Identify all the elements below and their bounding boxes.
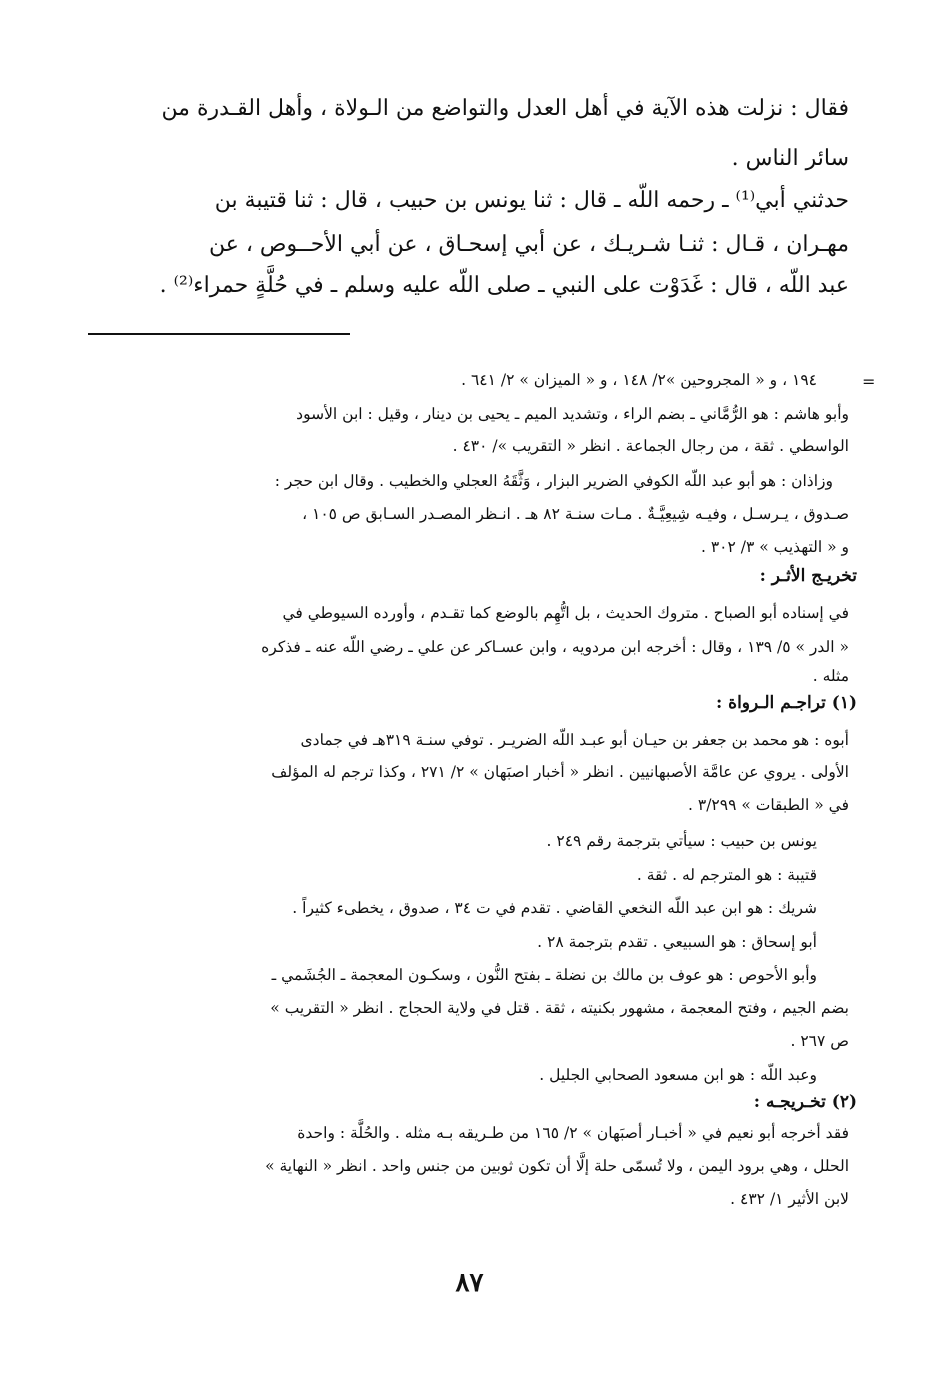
main-text-line-3: حدثني أبي⁽¹⁾ ـ رحمه اللّه ـ قال : ثنا يونس بن حبيب ، قال : ثنا قتيبة بن [214, 188, 849, 213]
footnote-line: أبوه : هو محمد بن جعفر بن حيـان أبو عبـد اللّه الضريـر . توفي سنـة ٣١٩هـ في جمادى [300, 731, 849, 749]
footnote-line: ص ٢٦٧ . [790, 1032, 849, 1050]
footnote-line: فقد أخرجه أبو نعيم في « أخبـار أصبَهان » ٢/ ١٦٥ من طـريقه بـه مثله . والحُلَّة : واحدة [297, 1124, 849, 1142]
footnote-line: وعبد اللّه : هو ابن مسعود الصحابي الجليل . [539, 1066, 817, 1084]
footnote-line: لابن الأثير ١/ ٤٣٢ . [730, 1190, 849, 1208]
footnote-line: الحلل ، وهي برود اليمن ، ولا تُسمّى حلة إلَّا أن تكون ثوبين من جنس واحد . انظر « النهاية » [265, 1157, 849, 1175]
footnote-line: يونس بن حبيب : سيأتي بترجمة رقم ٢٤٩ . [546, 832, 817, 850]
main-text-line-4: مهـران ، قـال : ثنـا شـريـك ، عن أبي إسحـاق ، عن أبي الأحــوص ، عن [208, 232, 849, 257]
footnote-line: أبو إسحاق : هو السبيعي . تقدم بترجمة ٢٨ . [537, 933, 817, 951]
main-text-line-1: فقال : نزلت هذه الآية في أهل العدل والتواضع من الـولاة ، وأهل القـدرة من [161, 96, 849, 121]
main-text-line-2: سائر الناس . [731, 146, 849, 171]
section-heading-tarajim: (١) تراجـم الـرواة : [715, 693, 857, 713]
footnote-line: الأولى . يروي عن عامَّة الأصبهانيين . انظر « أخبار اصبَهان » ٢/ ٢٧١ ، وكذا ترجم له المؤلف [271, 763, 849, 781]
footnote-line: وأبو الأحوص : هو عوف بن مالك بن نضلة ـ بفتح النُّون ، وسكـون المعجمة ـ الجُشَمي ـ [271, 966, 817, 984]
footnote-line: الواسطي . ثقة ، من رجال الجماعة . انظر « التقريب »/ ٤٣٠ . [452, 437, 849, 455]
footnote-line: مثله . [812, 667, 849, 685]
footnote-line: في إسناده أبو الصباح . متروك الحديث ، بل اتُّهِم بالوضع كما تقـدم ، وأورده السيوطي في [282, 604, 849, 622]
footnote-line: ١٩٤ ، و « المجروحين »٢/ ١٤٨ ، و « الميزان » ٢/ ٦٤١ . [461, 371, 817, 389]
footnote-line: بضم الجيم ، وفتح المعجمة ، مشهور بكنيته ، ثقة . قتل في ولاية الحجاج . انظر « التقريب » [270, 999, 849, 1017]
footnote-line: في « الطبقات » ٣/٢٩٩ . [688, 796, 849, 814]
footnote-line: « الدر » ٥/ ١٣٩ ، وقال : أخرجه ابن مردويه ، وابن عسـاكر عن علي ـ رضي اللّه عنه ـ فذكره [261, 638, 849, 656]
section-heading-takhrij: (٢) تخـريجـه : [753, 1092, 857, 1112]
footnote-line: و « التهذيب » ٣/ ٣٠٢ . [700, 538, 849, 556]
footnote-line: وأبو هاشم : هو الرُّمَّاني ـ بضم الراء ، وتشديد الميم ـ يحيى بن دينار ، وقيل : ابن الأسود [296, 405, 849, 423]
footnote-line: وزاذان : هو أبو عبد اللّه الكوفي الضرير البزار ، وَثَّقَهُ العجلي والخطيب . وقال ابن حجر : [274, 472, 833, 490]
footnote-line: صـدوق ، يـرسـل ، وفيـه شِيعِيَّـةٌ . مـات سنـة ٨٢ هـ . انـظر المصـدر السـابق ص ١٠٥ ، [302, 505, 849, 523]
main-text-line-5: عبد اللّه ، قال : غَدَوْت على النبي ـ صلى اللّه عليه وسلم ـ في حُلَّةٍ حمراء⁽²⁾ . [159, 273, 849, 298]
continuation-mark: = [862, 372, 876, 391]
footnote-line: قتيبة : هو المترجم له . ثقة . [636, 866, 817, 884]
section-heading-takhrij-athar: تخريـج الأثـر : [759, 566, 857, 586]
page-number: ٨٧ [455, 1268, 484, 1298]
footnote-divider [88, 333, 350, 335]
footnote-line: شريك : هو ابن عبد اللّه النخعي القاضي . تقدم في ت ٣٤ ، صدوق ، يخطىء كثيراً . [292, 899, 817, 917]
